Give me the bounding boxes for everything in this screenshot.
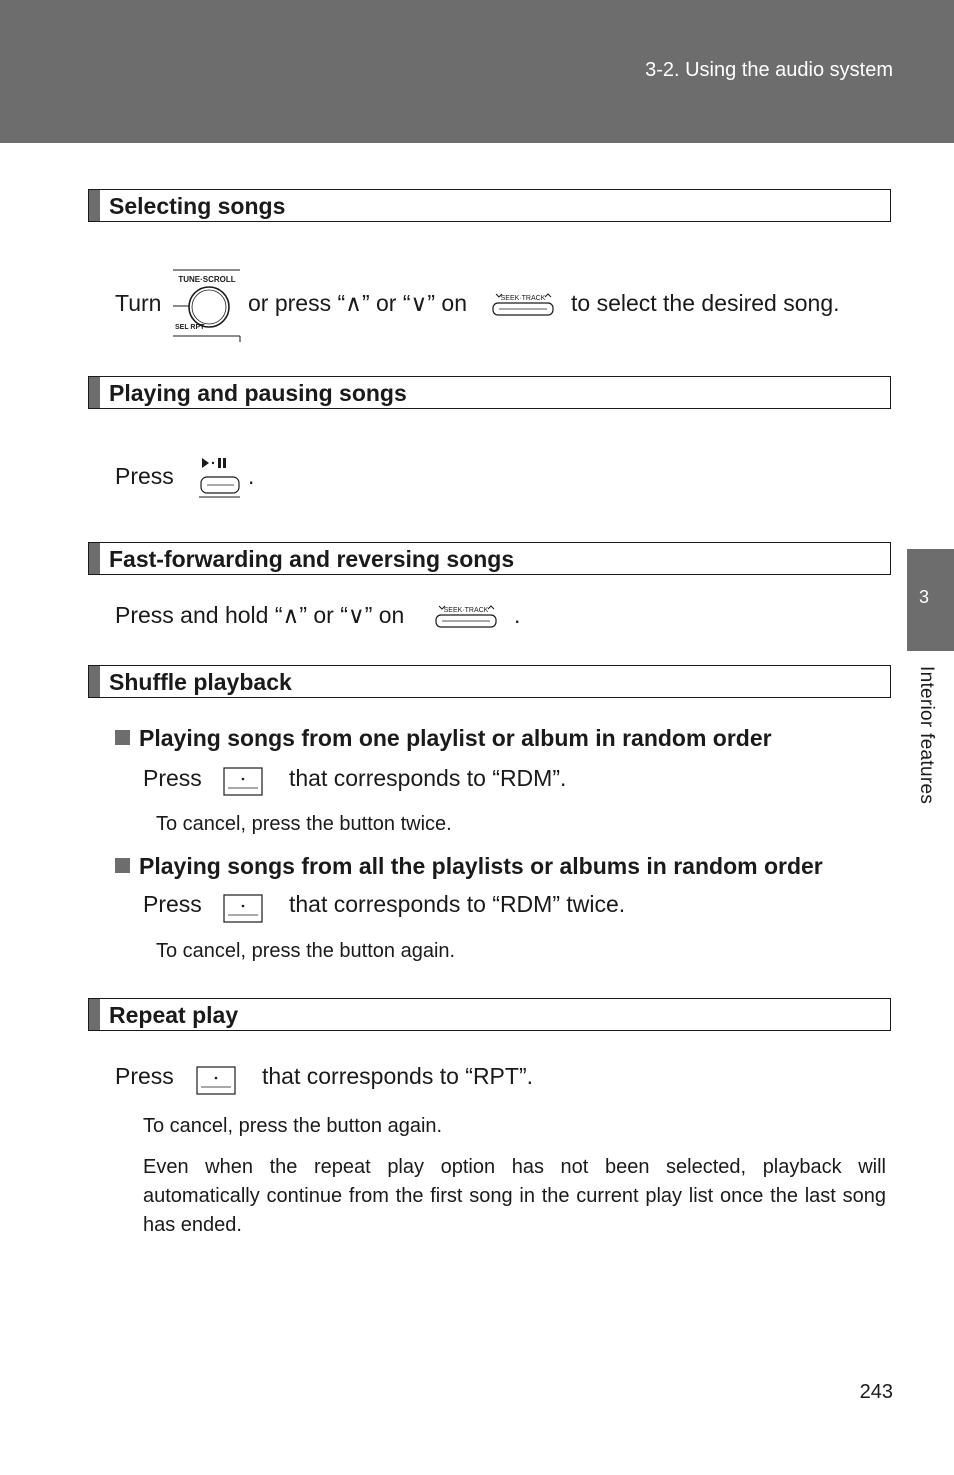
period: . [248,463,255,489]
section-fast-forwarding [88,542,891,575]
seek-track-button-icon [491,291,555,317]
section-title: Repeat play [109,1002,239,1028]
square-bullet-icon [115,858,130,873]
to-select-text: to select the desired song. [571,290,840,316]
section-title: Playing and pausing songs [109,380,407,406]
preset-button-icon [222,893,266,925]
period: . [514,602,521,628]
cancel-note: To cancel, press the button twice. [156,813,452,835]
press-text: Press [115,1063,174,1089]
corresponds-rpt-text: that corresponds to “RPT”. [262,1063,533,1089]
section-repeat [88,998,891,1031]
play-pause-button-icon [198,455,244,499]
preset-button-icon [195,1065,239,1097]
page-number: 243 [859,1381,893,1403]
section-title: Fast-forwarding and reversing songs [109,546,515,572]
press-hold-text: Press and hold “∧” or “∨” on [115,602,405,628]
chapter-label: Interior features [916,666,937,805]
header-bar [0,0,954,143]
cancel-note: To cancel, press the button again. [156,940,456,962]
chapter-title: 3-2. Using the audio system [645,59,893,81]
shuffle-subheading-1 [115,725,772,752]
chapter-tab [907,549,954,651]
corresponds-rdm-text: that corresponds to “RDM”. [289,765,567,791]
or-press-text: or press “∧” or “∨” on [248,290,467,316]
subheading-text: Playing songs from all the playlists or albums in random order [139,853,823,879]
section-selecting-songs [88,189,891,222]
turn-text: Turn [115,290,162,316]
knob-sublabel: SEL RPT [175,324,205,331]
press-text: Press [143,891,202,917]
section-playing-pausing [88,376,891,409]
knob-label: TUNE·SCROLL [178,275,236,284]
section-title: Shuffle playback [109,669,292,695]
cancel-note: To cancel, press the button again. [143,1115,443,1137]
subheading-text: Playing songs from one playlist or album in random order [139,725,772,751]
chapter-number: 3 [918,587,929,607]
shuffle-subheading-2 [115,853,823,880]
seek-track-button-icon [434,603,498,629]
section-shuffle [88,665,891,698]
square-bullet-icon [115,730,130,745]
seek-track-label: SEEK·TRACK [500,295,546,302]
repeat-note-paragraph: Even when the repeat play option has not been selected, playback will automatically continue from the first song in the current play list once the last song has ended. [143,1156,886,1236]
corresponds-rdm-twice-text: that corresponds to “RDM” twice. [289,891,626,917]
section-title: Selecting songs [109,193,286,219]
seek-track-label: SEEK·TRACK [443,607,489,614]
preset-button-icon [222,766,266,798]
press-text: Press [115,463,174,489]
tune-scroll-knob-icon [170,268,244,344]
press-text: Press [143,765,202,791]
